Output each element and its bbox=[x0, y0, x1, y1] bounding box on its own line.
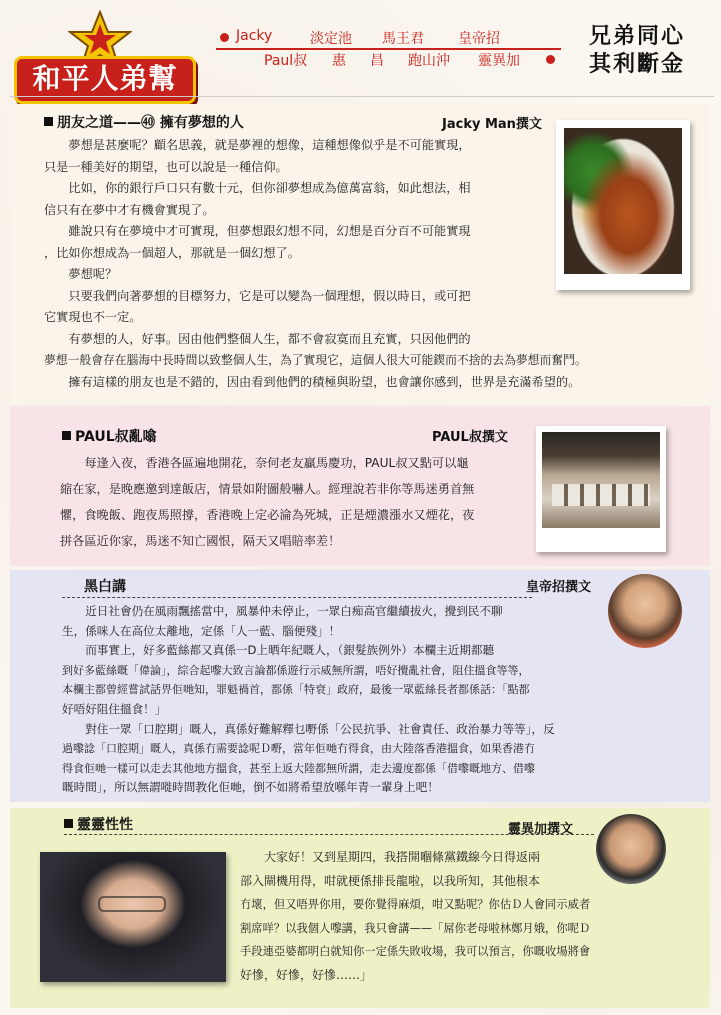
author-avatar bbox=[608, 574, 682, 648]
text-line: 擁有這樣的朋友也是不錯的，因由看到他們的積極與盼望，也會讓你感到，世界是充滿希望的。 bbox=[68, 374, 581, 389]
article-body bbox=[60, 450, 532, 554]
article-body bbox=[62, 602, 672, 798]
text-line: 到好多藍絲嘅「偉論」，綜合起嚟大致言論都係遊行示威無所謂，唔好攪亂社會，阻住搵食等等， bbox=[62, 663, 530, 677]
member-name: 皇帝招 bbox=[458, 31, 500, 47]
section-title: 黑白講 bbox=[84, 579, 126, 595]
text-line: 而事實上，好多藍絲都又真係一D上晒年紀嘅人，（銀髮族例外）本欄主近期都聽 bbox=[85, 643, 495, 658]
section-title-text: 朋友之道——㊵ 擁有夢想的人 bbox=[57, 115, 244, 131]
title-underline bbox=[62, 597, 532, 598]
member-names bbox=[216, 28, 561, 70]
member-name: 靈異加 bbox=[478, 53, 520, 69]
text-line: 過嚟諗「口腔期」嘅人，真係冇需要諗呢Ｄ嘢，當年佢哋冇得食，由大陸落香港搵食，如果香港冇 bbox=[62, 742, 535, 756]
member-name: 淡定池 bbox=[310, 31, 352, 47]
section-title bbox=[64, 814, 133, 834]
text-line: 得食佢哋一樣可以走去其他地方搵食，甚至上返大陸都無所謂，走去邊度都係「借嚟嘅地方、借嚟 bbox=[62, 761, 535, 775]
square-bullet-icon bbox=[44, 117, 53, 126]
member-name: 跑山沖 bbox=[408, 53, 450, 69]
section-author: 皇帝招撰文 bbox=[526, 580, 592, 595]
text-line: 好唔好阻住搵食！」 bbox=[62, 701, 167, 716]
text-line: 部入閘機用得，咁就梗係排長龍啦，以我所知，其他根本 bbox=[240, 873, 541, 888]
square-bullet-icon bbox=[64, 819, 73, 828]
text-line: 生，係咪人在高位太離地，定係「人一藍、腦便殘」！ bbox=[62, 623, 341, 638]
text-line: 冇壞，但又唔畀你用，要你覺得麻煩，咁又點呢？你估Ｄ人會同示威者 bbox=[240, 898, 591, 911]
members-row-2 bbox=[216, 50, 561, 70]
title-underline bbox=[64, 834, 594, 835]
text-line: 夢想呢？ bbox=[68, 267, 118, 281]
text-line: 夢想是甚麼呢？顧名思義，就是夢裡的想像，這種想像似乎是不可能實現， bbox=[68, 138, 471, 152]
member-name: 惠 bbox=[332, 53, 346, 69]
member-name: Paul叔 bbox=[264, 53, 308, 69]
restaurant-image bbox=[542, 432, 660, 528]
text-line: 近日社會仍在風雨飄搖當中，風暴仲未停止，一眾白痴高官繼續拔火，攪到民不聊 bbox=[85, 604, 503, 618]
food-photo bbox=[556, 120, 690, 290]
restaurant-photo bbox=[536, 426, 666, 552]
text-line: 嘅時間」，所以無謂嘥時間教化佢哋，倒不如將希望放喺年青一輩身上吧！ bbox=[62, 780, 439, 795]
section-title bbox=[44, 112, 244, 132]
text-line: 每逢入夜，香港各區遍地開花，奈何老友贏馬慶功，PAUL叔又點可以龜 bbox=[84, 456, 469, 470]
section-author: 靈異加撰文 bbox=[508, 822, 574, 837]
text-line: 手段連亞婆都明白就知你一定係失敗收場，我可以預言，你嘅收場將會 bbox=[240, 945, 591, 958]
motto-line: 兄弟同心 bbox=[588, 23, 685, 49]
member-name: Jacky bbox=[236, 28, 273, 44]
text-line: 只要我們向著夢想的目標努力，它是可以變為一個理想，假以時日，或可把 bbox=[68, 288, 471, 303]
member-name: 昌 bbox=[370, 53, 384, 69]
article-body bbox=[240, 846, 680, 987]
text-line: 它實現也不一定。 bbox=[44, 310, 142, 324]
text-line: 夢想一般會存在腦海中長時間以致整個人生，為了實現它，這個人很大可能鍥而不捨的去為夢想而奮鬥。 bbox=[44, 353, 587, 367]
text-line: 拼各區近你家，馬迷不知亡國恨，隔天又唱賠率差！ bbox=[60, 534, 341, 548]
politician-photo bbox=[40, 852, 226, 982]
square-bullet-icon bbox=[62, 431, 71, 440]
header-divider bbox=[10, 96, 714, 97]
member-name: 馬王君 bbox=[382, 31, 424, 47]
section-author: PAUL叔撰文 bbox=[432, 430, 508, 445]
text-line: 縮在家，是晚應邀到達飯店，情景如附圖般嚇人。經理說若非你等馬迷勇首無 bbox=[60, 482, 475, 496]
section-title-text: PAUL叔亂噏 bbox=[75, 429, 157, 445]
bullet-dot-icon bbox=[546, 55, 555, 64]
text-line: 割席咩？以我個人嚟講，我只會講——「屌你老母啦林鄭月娥，你呢Ｄ bbox=[240, 921, 591, 935]
text-line: 信只有在夢中才有機會實現了。 bbox=[44, 202, 215, 217]
food-image bbox=[564, 128, 682, 274]
text-line: 對住一眾「口腔期」嘅人，真係好難解釋乜嘢係「公民抗爭、社會責任、政治暴力等等」，反 bbox=[85, 721, 555, 736]
text-line: 比如，你的銀行戶口只有數十元，但你卻夢想成為億萬富翁，如此想法，相 bbox=[68, 181, 471, 195]
motto bbox=[572, 22, 702, 78]
text-line: 本欄主都曾經嘗試話畀佢哋知，罪魁禍首，都係「特衰」政府，最後一眾藍絲長者都係話：「點都 bbox=[62, 683, 530, 697]
text-line: ，比如你想成為一個超人，那就是一個幻想了。 bbox=[44, 245, 300, 260]
text-line: 有夢想的人，好事。因由他們整個人生，都不會寂寞而且充實，只因他們的 bbox=[68, 331, 471, 346]
text-line: 雖說只有在夢境中才可實現，但夢想跟幻想不同，幻想是百分百不可能實現 bbox=[68, 224, 471, 238]
bullet-dot-icon bbox=[220, 33, 229, 42]
section-title-text: 靈靈性性 bbox=[77, 817, 133, 833]
logo-text: 和平人弟幫 bbox=[14, 56, 196, 104]
text-line: 懼，食晚飯、跑夜馬照撐，香港晚上定必淪為死城，正是煙濃漲水又煙花，夜 bbox=[60, 508, 475, 522]
text-line: 大家好！又到星期四，我搭開嗰條黨鐵線今日得返兩 bbox=[264, 850, 541, 864]
text-line: 只是一種美好的期望，也可以說是一種信仰。 bbox=[44, 159, 288, 174]
motto-line: 其利斷金 bbox=[588, 51, 685, 77]
section-author: Jacky Man撰文 bbox=[442, 117, 542, 132]
text-line: 好慘，好慘，好慘……」 bbox=[240, 967, 373, 982]
section-title bbox=[62, 426, 157, 446]
members-row-1 bbox=[216, 28, 561, 50]
group-logo bbox=[6, 8, 196, 98]
